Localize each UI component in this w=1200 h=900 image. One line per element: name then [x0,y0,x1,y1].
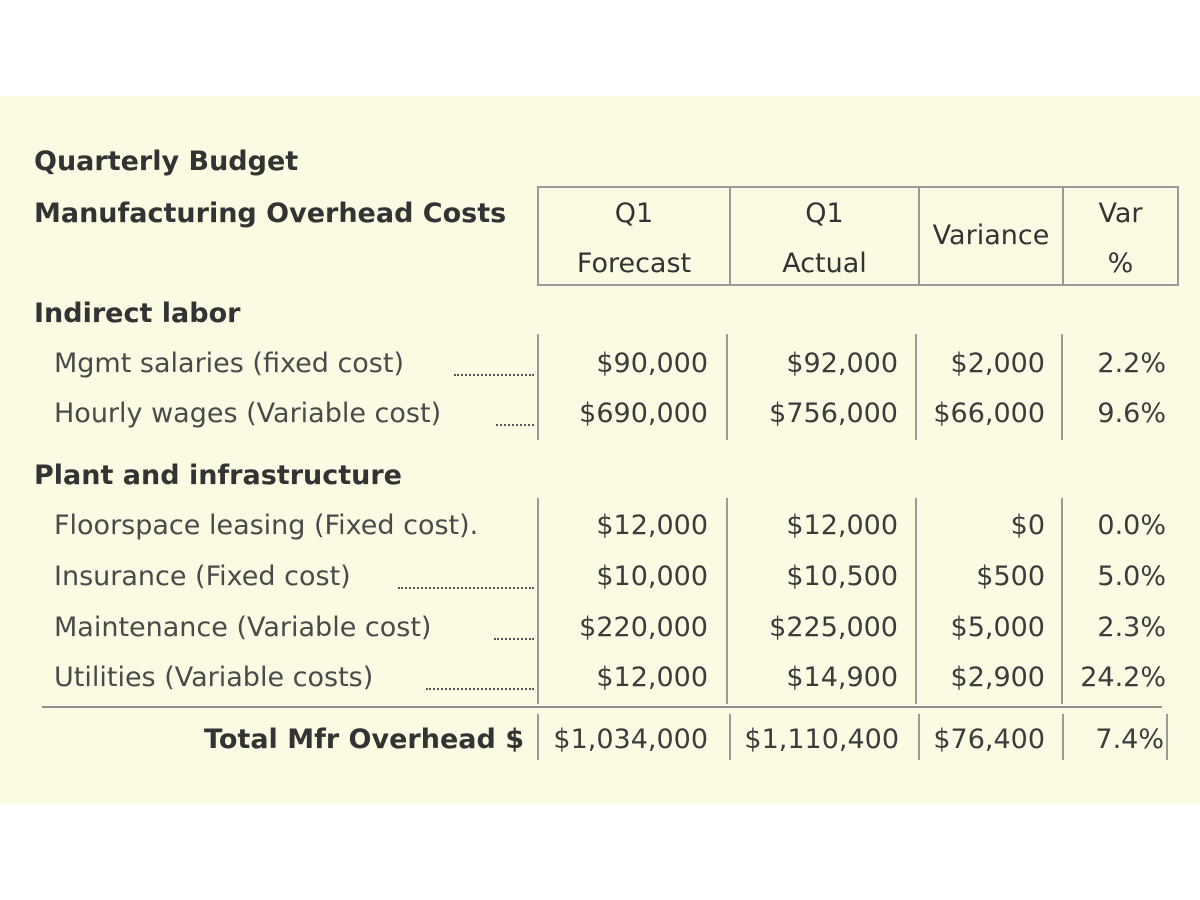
col-varpct-line1: Var [1098,198,1143,229]
dot-leader [454,374,534,376]
dot-leader [496,424,534,426]
row-label: Insurance (Fixed cost) [54,561,351,592]
cell-variance: $2,900 [950,662,1045,693]
cell-forecast: $690,000 [579,398,708,429]
cell-variance: $500 [976,561,1045,592]
cell-var-pct: 24.2% [1080,662,1166,693]
row-label: Utilities (Variable costs) [54,662,374,693]
header-divider [1177,186,1179,286]
col-forecast-line1: Q1 [614,198,654,229]
column-divider [1166,714,1168,760]
cell-variance: $2,000 [950,348,1045,379]
cell-variance: $5,000 [950,612,1045,643]
cell-actual: $756,000 [769,398,898,429]
title-manufacturing-overhead: Manufacturing Overhead Costs [34,198,507,229]
header-top-border [537,186,1179,188]
total-label: Total Mfr Overhead $ [204,724,524,755]
col-actual-line2: Actual [782,248,867,279]
cell-var-pct: 2.3% [1097,612,1166,643]
cell-var-pct: 2.2% [1097,348,1166,379]
cell-actual: $10,500 [786,561,898,592]
dot-leader [494,638,534,640]
cell-forecast: $12,000 [596,510,708,541]
col-actual-line1: Q1 [805,198,844,229]
cell-var-pct: 5.0% [1097,561,1166,592]
section-indirect-labor: Indirect labor [34,298,241,329]
cell-var-pct: 9.6% [1097,398,1166,429]
cell-forecast: $10,000 [596,561,708,592]
total-forecast: $1,034,000 [553,724,708,755]
column-divider [537,498,539,704]
cell-forecast: $220,000 [579,612,708,643]
cell-actual: $92,000 [786,348,898,379]
column-divider [537,714,539,760]
cell-actual: $14,900 [786,662,898,693]
cell-variance: $0 [1010,510,1045,541]
row-label: Hourly wages (Variable cost) [54,398,442,429]
row-label: Mgmt salaries (fixed cost) [54,348,404,379]
cell-forecast: $12,000 [596,662,708,693]
col-varpct-line2: % [1107,248,1134,279]
column-divider [537,334,539,440]
total-variance: $76,400 [933,724,1045,755]
section-plant-infrastructure: Plant and infrastructure [34,460,402,491]
cell-variance: $66,000 [933,398,1045,429]
dot-leader [426,688,534,690]
cell-actual: $225,000 [769,612,898,643]
total-separator [42,706,1162,708]
col-variance: Variance [932,220,1050,251]
row-label: Maintenance (Variable cost) [54,612,432,643]
row-label: Floorspace leasing (Fixed cost). [54,510,479,541]
total-var-pct: 7.4% [1095,724,1164,755]
title-quarterly-budget: Quarterly Budget [34,146,299,177]
cell-var-pct: 0.0% [1097,510,1166,541]
dot-leader [398,587,534,589]
col-forecast-line2: Forecast [576,248,692,279]
header-bottom-border [537,284,1179,286]
cell-actual: $12,000 [786,510,898,541]
cell-forecast: $90,000 [596,348,708,379]
total-actual: $1,110,400 [744,724,899,755]
